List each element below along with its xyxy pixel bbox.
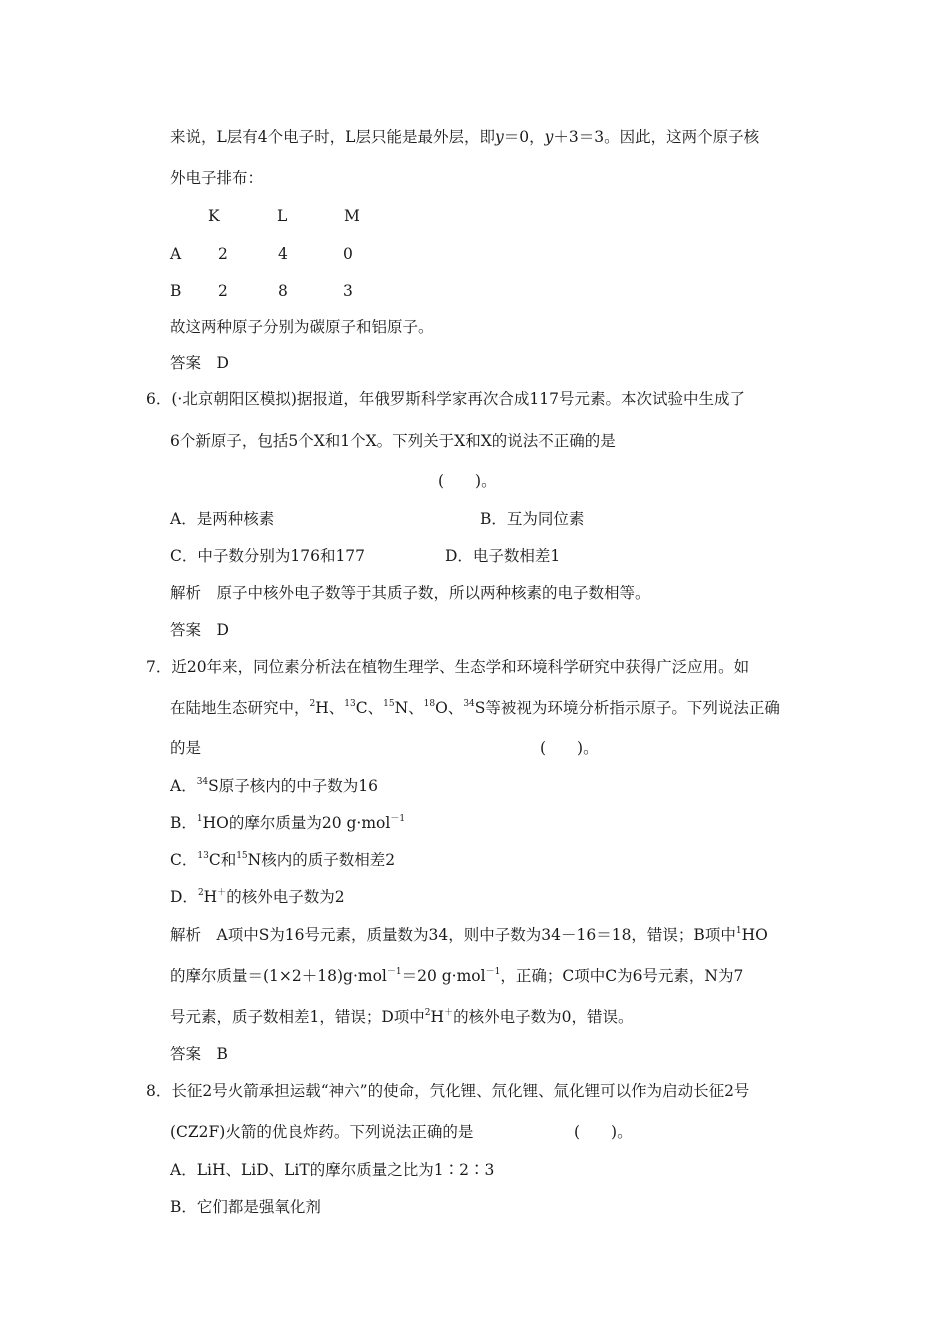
answer-blank: ( )。 bbox=[540, 739, 599, 757]
table-header: K bbox=[208, 207, 220, 225]
table-cell: 3 bbox=[343, 282, 353, 300]
answer-text: 答案 B bbox=[170, 1045, 228, 1063]
table-row-label: A bbox=[170, 245, 182, 263]
table-cell: 8 bbox=[278, 282, 288, 300]
option-b: B．$^1$HO的摩尔质量为20 g·mol$^{-1}$ bbox=[170, 813, 406, 832]
table-header: L bbox=[277, 207, 288, 225]
table-row-label: B bbox=[170, 282, 182, 300]
question-7-stem: 在陆地生态研究中，$^2$H、$^{13}$C、$^{15}$N、$^{18}$O、$^{34}$S等被视为环境分析指示原子。下列说法正确 bbox=[170, 698, 780, 717]
option-c: C．中子数分别为176和177 bbox=[170, 547, 366, 565]
table-cell: 0 bbox=[343, 245, 353, 263]
table-header: M bbox=[344, 207, 360, 225]
answer-blank: ( )。 bbox=[438, 472, 497, 490]
option-c: C．$^{13}$C和$^{15}$N核内的质子数相差2 bbox=[170, 850, 396, 869]
table-cell: 4 bbox=[278, 245, 288, 263]
analysis-text: 解析 原子中核外电子数等于其质子数，所以两种核素的电子数相等。 bbox=[170, 584, 651, 602]
option-d: D．电子数相差1 bbox=[445, 547, 561, 565]
analysis-text: 解析 A项中S为16号元素，质量数为34，则中子数为34－16＝18，错误；B项中$^1$HO bbox=[170, 925, 768, 944]
conclusion-text: 故这两种原子分别为碳原子和铝原子。 bbox=[170, 318, 434, 336]
answer-text: 答案 D bbox=[170, 354, 229, 372]
question-6-stem: 6个新原子，包括5个X和1个X。下列关于X和X的说法不正确的是 bbox=[170, 432, 616, 450]
question-7-stem: 7．近20年来，同位素分析法在植物生理学、生态学和环境科学研究中获得广泛应用。如 bbox=[146, 658, 750, 676]
table-cell: 2 bbox=[218, 245, 228, 263]
question-6-stem: 6．(·北京朝阳区模拟)据报道，年俄罗斯科学家再次合成117号元素。本次试验中生成了 bbox=[146, 390, 745, 408]
option-a: A．$^{34}$S原子核内的中子数为16 bbox=[170, 776, 378, 795]
answer-blank: ( )。 bbox=[574, 1123, 633, 1141]
option-b: B．它们都是强氧化剂 bbox=[170, 1198, 321, 1216]
option-d: D．$^2$H＋的核外电子数为2 bbox=[170, 887, 345, 906]
question-8-stem: (CZ2F)火箭的优良炸药。下列说法正确的是 bbox=[170, 1123, 474, 1141]
question-8-stem: 8．长征2号火箭承担运载“神六”的使命，氕化锂、氘化锂、氚化锂可以作为启动长征2号 bbox=[146, 1082, 750, 1100]
table-cell: 2 bbox=[218, 282, 228, 300]
question-7-stem: 的是 bbox=[170, 739, 202, 757]
answer-text: 答案 D bbox=[170, 621, 229, 639]
option-a: A．LiH、LiD、LiT的摩尔质量之比为1∶2∶3 bbox=[170, 1161, 495, 1179]
option-a: A．是两种核素 bbox=[170, 510, 275, 528]
text-line: 外电子排布： bbox=[170, 169, 264, 187]
option-b: B．互为同位素 bbox=[480, 510, 585, 528]
analysis-text: 的摩尔质量＝(1×2＋18)g·mol$^{-1}$＝20 g·mol$^{-1}$，正确；C项中C为6号元素，N为7 bbox=[170, 966, 744, 985]
text-line: 来说，L层有4个电子时，L层只能是最外层，即y＝0，y＋3＝3。因此，这两个原子核 bbox=[170, 128, 760, 146]
analysis-text: 号元素，质子数相差1，错误；D项中$^2$H＋的核外电子数为0，错误。 bbox=[170, 1007, 634, 1026]
